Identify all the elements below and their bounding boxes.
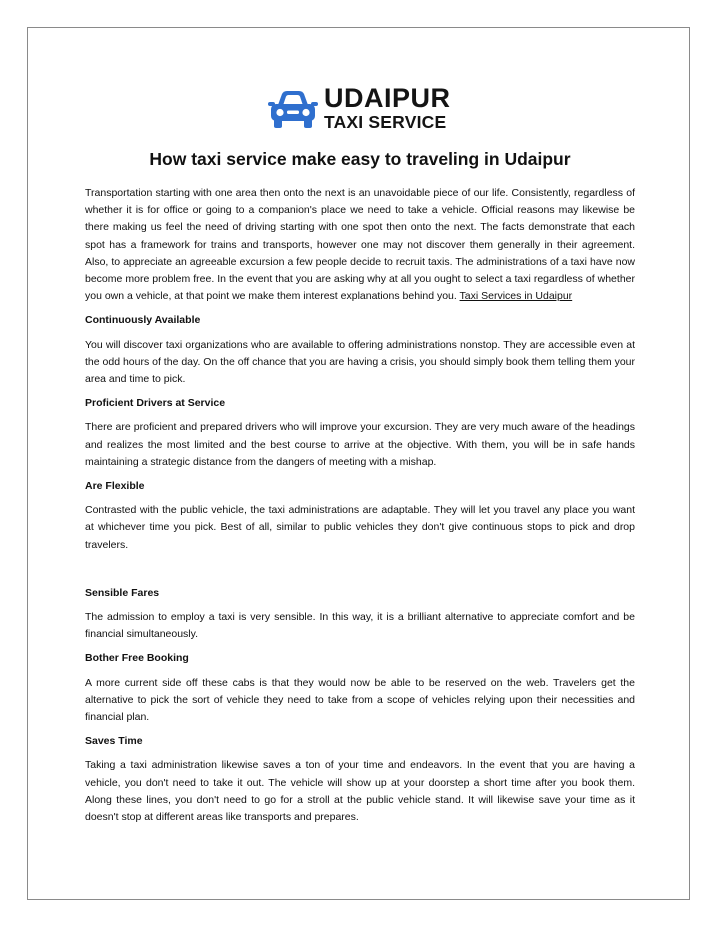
logo	[268, 84, 453, 134]
section-paragraph: The admission to employ a taxi is very sensible. In this way, it is a brilliant alternative to appreciate comfort and be financial simultaneously.	[85, 611, 635, 641]
section-paragraph: Taking a taxi administration likewise saves a ton of your time and endeavors. In the event that you are having a vehicle, you don't need to take it out. The vehicle will show up at your doorstep a short time after you book them. Along these lines, you don't need to go for a stroll at the public vehicle stand. It will likewise save your time as it doesn't stop at different areas like transports and prepares.	[85, 759, 635, 824]
intro-text: Transportation starting with one area then onto the next is an unavoidable piece of our life. Consistently, regardless of whether it is for office or going to a companion's place we need to take a vehicle. Official reasons may likewise be there making us feel the need of driving starting with one spot then onto the next. The facts demonstrate that each spot has a framework for trains and transports, however one may not discover them generally in their agreement. Also, to appreciate an agreeable excursion a few people decide to recruit taxis. The administrations of a taxi have now become more problem free. In the event that you are asking why at all you ought to select a taxi regardless of whether you own a vehicle, at that point we make them interest explanations behind you.	[85, 187, 635, 303]
logo-wordmark-top: UDAIPUR	[324, 83, 451, 113]
logo-wordmark-bottom: TAXI SERVICE	[324, 112, 447, 132]
page-title: How taxi service make easy to traveling in Udaipur	[149, 149, 571, 169]
section-paragraph: A more current side off these cabs is that they would now be able to be reserved on the web. Travelers get the alternative to pick the sort of vehicle they need to take from a scope of vehicles relying upon their necessities and financial plan.	[85, 676, 635, 724]
section-paragraph: You will discover taxi organizations who are available to offering administrations nonstop. They are accessible even at the odd hours of the day. On the off chance that you are having a crisis, you should simply book them telling them your area and time to pick.	[85, 338, 636, 386]
section-heading: Bother Free Booking	[85, 652, 189, 665]
section-heading: Proficient Drivers at Service	[85, 397, 226, 410]
intro-paragraph	[85, 185, 635, 305]
section-paragraph: Contrasted with the public vehicle, the taxi administrations are adaptable. They will let you travel any place you want at whichever time you pick. Best of all, similar to public vehicles they don't give continuous stops to pick and drop travelers.	[85, 504, 635, 551]
section-paragraph: There are proficient and prepared drivers who will improve your excursion. They are very much aware of the headings and realizes the most limited and the best course to arrive at the objective. With them, you will be in safe hands maintaining a strategic distance from the dangers of meeting with a mishap.	[85, 421, 635, 468]
spacer	[85, 561, 635, 585]
section-heading: Saves Time	[85, 735, 143, 748]
document-body	[85, 146, 635, 833]
car-icon	[268, 87, 318, 131]
taxi-services-link[interactable]: Taxi Services in Udaipur	[459, 290, 573, 303]
section-heading: Are Flexible	[85, 480, 145, 493]
section-heading: Continuously Available	[85, 314, 201, 327]
section-heading: Sensible Fares	[85, 586, 160, 599]
